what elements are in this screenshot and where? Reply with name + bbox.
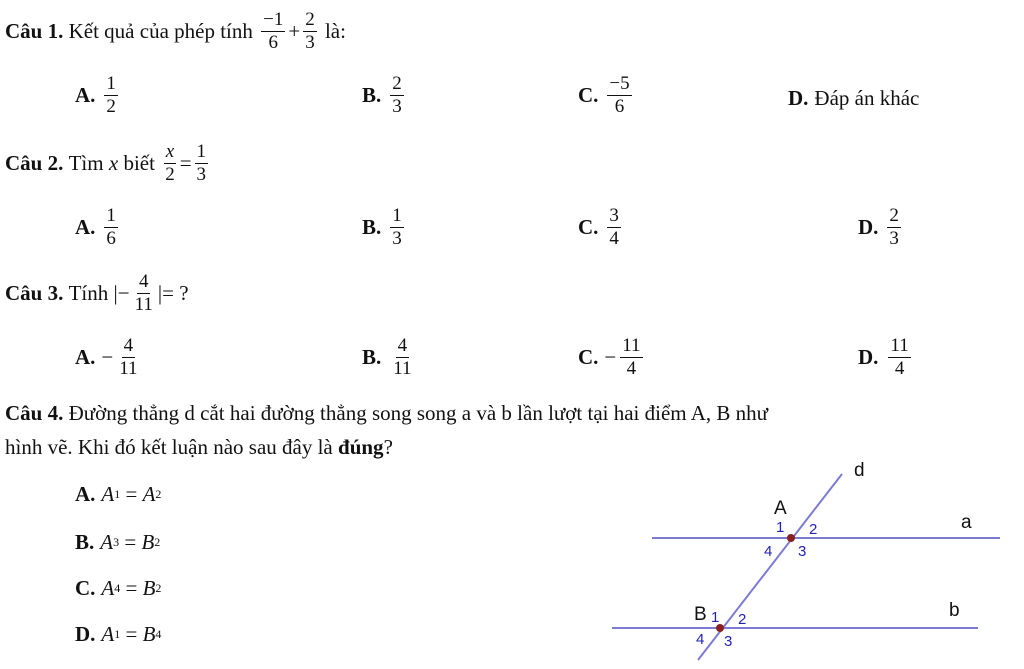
option-label: D.: [75, 622, 96, 646]
option-fraction: [390, 206, 404, 249]
label-d: d: [854, 460, 865, 481]
q1-frac1-num: −1: [263, 9, 284, 30]
frac-num: 4: [397, 335, 408, 356]
option-fraction: [117, 336, 139, 379]
option-fraction: [620, 336, 642, 379]
question-2: [5, 142, 211, 185]
option-eq: =: [125, 622, 138, 646]
label-point-b: B: [694, 604, 707, 625]
option-rhs: A: [142, 482, 156, 506]
q2-option-c[interactable]: [578, 206, 624, 249]
frac-den: 3: [392, 227, 402, 249]
option-lhs: A: [101, 576, 115, 600]
option-fraction: [607, 74, 631, 117]
q2-option-b[interactable]: [362, 206, 407, 249]
label-a: a: [961, 512, 972, 533]
q1-frac2-den: 3: [305, 31, 315, 53]
frac-num: 3: [609, 205, 619, 226]
q1-text: Kết quả của phép tính: [68, 18, 253, 43]
option-text: Đáp án khác: [814, 86, 920, 110]
q4-option-a[interactable]: [75, 482, 161, 507]
frac-num: 1: [392, 205, 402, 226]
option-lhs-sub: 3: [113, 535, 120, 549]
option-lhs-sub: 1: [114, 487, 121, 501]
frac-num: −5: [609, 73, 630, 94]
option-fraction: [390, 74, 404, 117]
q1-frac2-num: 2: [305, 9, 315, 30]
frac-num: 1: [106, 205, 116, 226]
option-label: C.: [578, 214, 599, 239]
q4-option-c[interactable]: [75, 576, 161, 601]
q4-text-2: hình vẽ. Khi đó kết luận nào sau đây là: [5, 435, 333, 459]
option-fraction: [607, 206, 621, 249]
option-label: B.: [362, 82, 382, 107]
q4-text-end: ?: [383, 435, 393, 459]
frac-den: 3: [392, 95, 402, 117]
q2-text-mid: biết: [123, 150, 155, 175]
option-lhs-sub: 1: [114, 627, 121, 641]
option-fraction: [104, 206, 118, 249]
q3-frac-num: 4: [138, 271, 149, 292]
option-sign: −: [101, 344, 114, 369]
option-label: C.: [75, 576, 96, 600]
option-label: B.: [75, 530, 95, 554]
q4-option-b[interactable]: [75, 530, 160, 555]
q1-option-b[interactable]: [362, 74, 407, 117]
option-label: D.: [788, 86, 809, 110]
q2-option-d[interactable]: [858, 206, 904, 249]
option-rhs-sub: 4: [155, 627, 162, 641]
option-label: D.: [858, 344, 879, 369]
question-1: [5, 10, 346, 53]
frac-num: 2: [889, 205, 899, 226]
q1-option-c[interactable]: [578, 74, 635, 117]
option-label: B.: [362, 214, 382, 239]
q4-label: Câu 4.: [5, 401, 64, 425]
angle-b-2: 2: [738, 611, 747, 628]
option-label: A.: [75, 482, 96, 506]
frac-num: 4: [123, 335, 134, 356]
frac-den: 4: [609, 227, 619, 249]
label-point-a: A: [774, 498, 787, 519]
label-b: b: [949, 600, 960, 621]
q2-frac2-den: 3: [196, 163, 207, 185]
option-fraction: [887, 206, 901, 249]
point-a: [787, 534, 795, 542]
q1-fraction-1: [261, 10, 285, 53]
angle-b-1: 1: [711, 609, 720, 626]
option-rhs: B: [142, 622, 156, 646]
option-eq: =: [124, 530, 137, 554]
frac-num: 11: [890, 335, 909, 356]
q2-label: Câu 2.: [5, 150, 64, 175]
q1-option-a[interactable]: [75, 74, 121, 117]
q1-text-after: là:: [324, 18, 346, 43]
line-d: [698, 474, 842, 660]
q1-operator: +: [288, 18, 301, 43]
option-fraction: [104, 74, 118, 117]
q2-option-a[interactable]: [75, 206, 121, 249]
frac-den: 4: [894, 357, 905, 379]
option-eq: =: [125, 576, 138, 600]
frac-num: 11: [622, 335, 641, 356]
option-rhs-sub: 2: [154, 535, 161, 549]
q2-variable: x: [108, 150, 119, 175]
option-sign: −: [604, 344, 617, 369]
q2-equals: =: [179, 150, 192, 175]
frac-den: 6: [614, 95, 625, 117]
option-fraction: [888, 336, 910, 379]
q2-frac1-den: 2: [165, 163, 175, 185]
angle-a-2: 2: [809, 521, 818, 538]
option-label: A.: [75, 214, 96, 239]
frac-num: 1: [106, 73, 116, 94]
q3-abs-open: |−: [113, 280, 130, 305]
q2-frac2-num: 1: [196, 141, 207, 162]
option-lhs-sub: 4: [114, 581, 121, 595]
q3-fraction: [133, 272, 155, 315]
option-rhs: B: [142, 576, 156, 600]
q3-option-d[interactable]: [858, 336, 914, 379]
q3-option-b[interactable]: [362, 336, 417, 379]
option-label: D.: [858, 214, 879, 239]
q4-emphasis: đúng: [338, 435, 384, 459]
q4-line-1: [5, 396, 1015, 430]
option-fraction: [391, 336, 413, 379]
question-3: [5, 272, 189, 315]
q2-fraction-1: [163, 142, 177, 185]
option-lhs: A: [101, 622, 115, 646]
angle-a-1: 1: [776, 519, 785, 536]
frac-den: 3: [889, 227, 899, 249]
frac-den: 4: [626, 357, 637, 379]
q4-text-1: Đường thẳng d cắt hai đường thẳng song song a và b lần lượt tại hai điểm A, B như: [68, 401, 769, 425]
frac-den: 2: [106, 95, 116, 117]
angle-a-3: 3: [798, 543, 807, 560]
q1-frac1-den: 6: [268, 31, 278, 53]
frac-num: 2: [392, 73, 402, 94]
q1-option-d[interactable]: [788, 86, 919, 111]
q3-abs-close: |= ?: [157, 280, 189, 305]
q3-text: Tính: [68, 280, 109, 305]
option-eq: =: [125, 482, 138, 506]
q3-option-a[interactable]: [75, 336, 143, 379]
option-rhs-sub: 2: [155, 581, 162, 595]
option-rhs: B: [141, 530, 155, 554]
option-lhs: A: [100, 530, 114, 554]
q3-option-c[interactable]: [578, 336, 646, 379]
q1-fraction-2: [303, 10, 317, 53]
option-label: C.: [578, 344, 599, 369]
frac-den: 11: [119, 357, 138, 379]
option-label: A.: [75, 344, 96, 369]
parallel-lines-figure: [600, 452, 1020, 667]
frac-den: 6: [106, 227, 116, 249]
frac-den: 11: [393, 357, 412, 379]
option-label: A.: [75, 82, 96, 107]
q3-label: Câu 3.: [5, 280, 64, 305]
q4-option-d[interactable]: [75, 622, 161, 647]
q2-fraction-2: [195, 142, 209, 185]
q2-text: Tìm: [68, 150, 104, 175]
q1-label: Câu 1.: [5, 18, 64, 43]
option-rhs-sub: 2: [155, 487, 162, 501]
q2-frac1-num: x: [165, 141, 175, 162]
angle-b-4: 4: [696, 631, 705, 648]
angle-a-4: 4: [764, 543, 773, 560]
angle-b-3: 3: [724, 633, 733, 650]
option-lhs: A: [101, 482, 115, 506]
q3-frac-den: 11: [134, 293, 153, 315]
option-label: B.: [362, 344, 382, 369]
option-label: C.: [578, 82, 599, 107]
